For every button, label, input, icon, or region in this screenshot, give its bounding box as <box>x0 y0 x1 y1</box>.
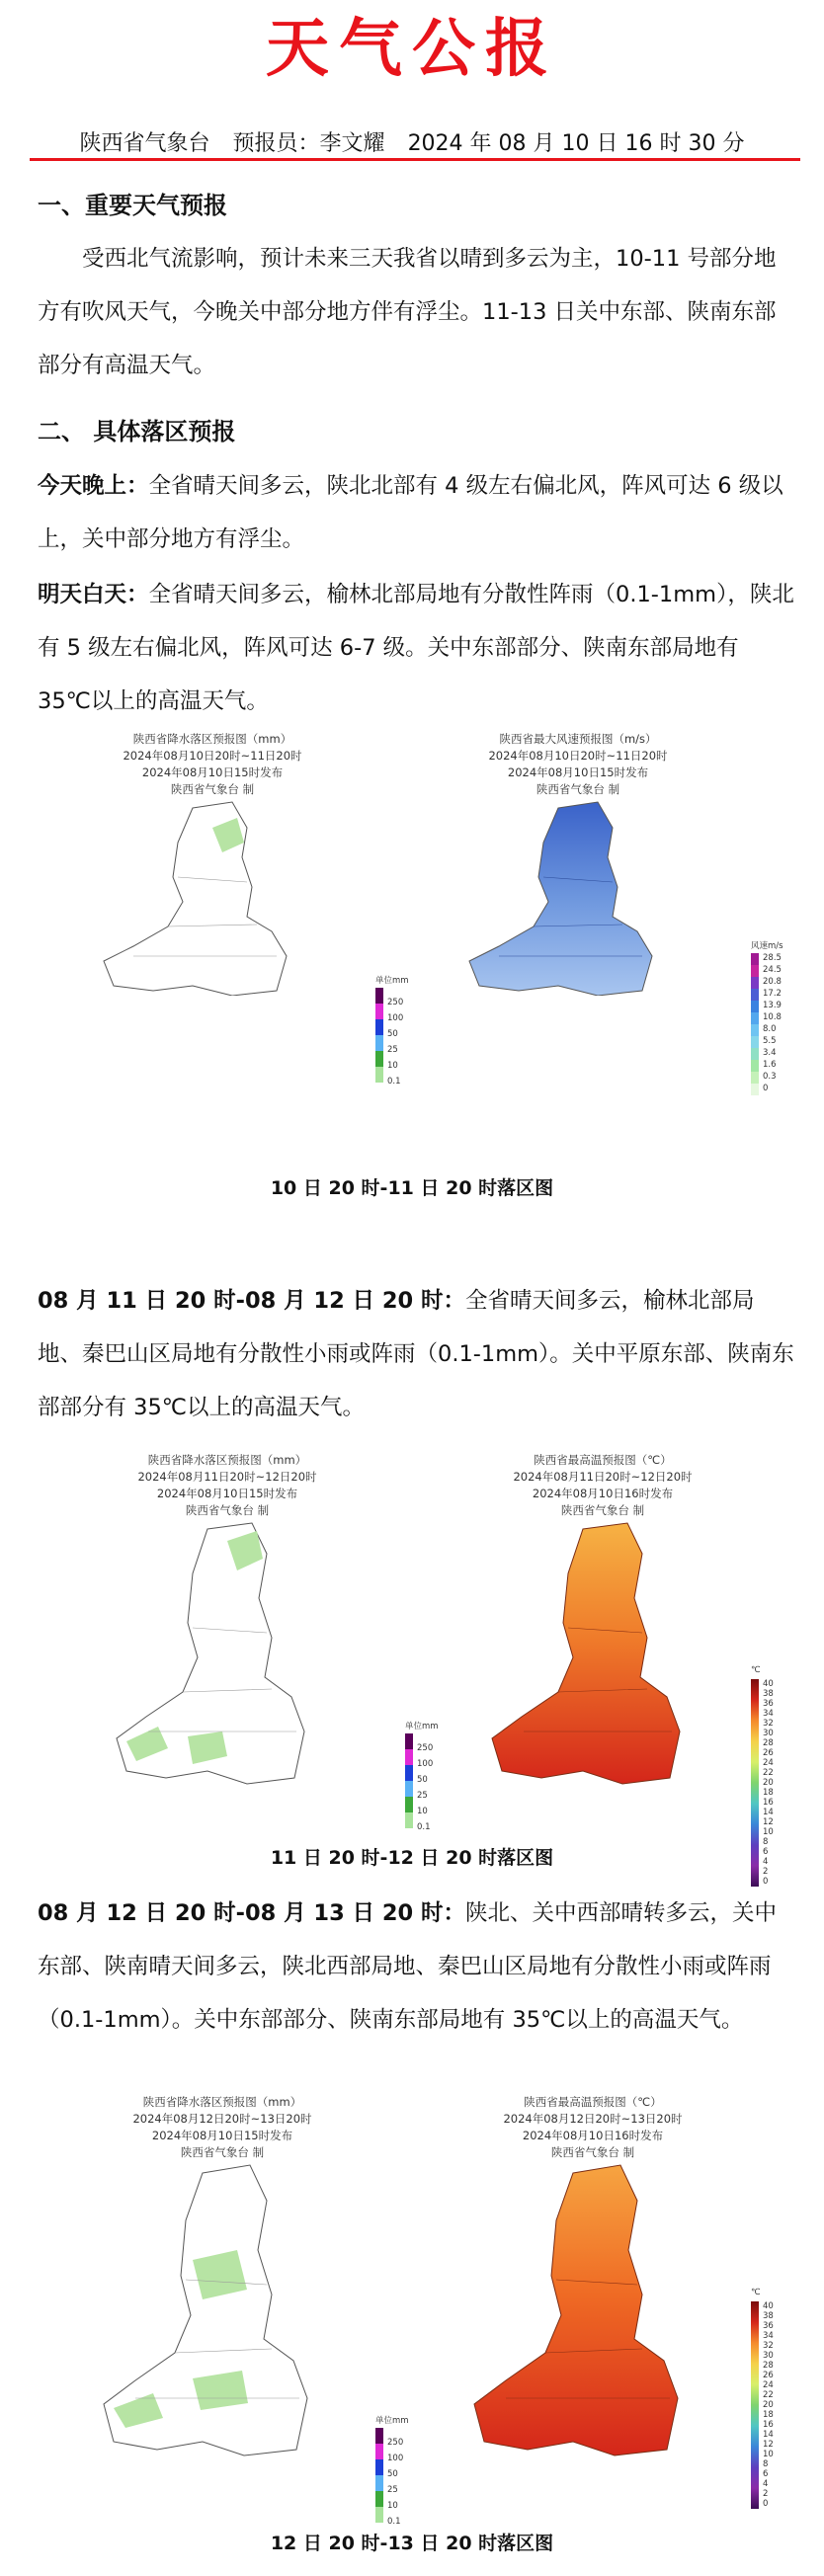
header-divider <box>30 158 800 161</box>
legend-label: 18 <box>763 1788 774 1798</box>
temp-color-bar <box>751 2301 759 2509</box>
map-period: 2024年08月12日20时~13日20时 <box>132 2112 312 2126</box>
legend-swatch <box>375 1067 383 1083</box>
map-period: 2024年08月11日20时~12日20时 <box>513 1470 693 1484</box>
legend-label: 20 <box>763 1778 774 1788</box>
legend-label: 4 <box>763 2479 769 2489</box>
map-title: 陕西省降水落区预报图（mm） <box>142 2095 302 2109</box>
legend-label: 10 <box>763 2450 774 2459</box>
summary-paragraph: 受西北气流影响，预计未来三天我省以晴到多云为主，10-11 号部分地方有吹风天气，今晚关中部分地方伴有浮尘。11-13 日关中东部、陕南东部部分有高温天气。 <box>38 246 777 378</box>
legend-label: 14 <box>763 2430 774 2440</box>
legend-label: 12 <box>763 1817 774 1827</box>
map-title: 陕西省最大风速预报图（m/s） <box>499 732 657 746</box>
legend-label: 12 <box>763 2440 774 2450</box>
tonight-text: 全省晴天间多云，陕北北部有 4 级左右偏北风，阵风可达 6 级以上，关中部分地方有浮尘。 <box>38 473 783 552</box>
legend-label: 28 <box>763 2361 774 2371</box>
rain-legend-1 <box>375 976 409 1087</box>
legend-label: 20.8 <box>763 977 782 987</box>
map-title: 陕西省降水落区预报图（mm） <box>132 732 292 746</box>
map-issued: 2024年08月10日16时发布 <box>522 2129 664 2142</box>
legend-label: 30 <box>763 2351 774 2361</box>
map-issued: 2024年08月10日15时发布 <box>141 765 284 779</box>
shaanxi-rain-map <box>74 2161 371 2457</box>
day12-forecast <box>38 1274 798 1434</box>
forecaster: 预报员：李文耀 <box>232 131 385 156</box>
legend-unit: 风速m/s <box>751 941 783 951</box>
legend-label: 40 <box>763 1679 774 1689</box>
bulletin-title: 天气公报 <box>266 12 558 86</box>
legend-label: 32 <box>763 1719 774 1729</box>
map-issued: 2024年08月10日15时发布 <box>156 1487 298 1500</box>
rain-map-3 <box>74 2094 371 2351</box>
legend-label: 34 <box>763 1709 774 1719</box>
legend-label: 10 <box>763 1827 774 1837</box>
legend-label: 40 <box>763 2301 774 2311</box>
day13-forecast <box>38 1887 798 2047</box>
legend-label: 38 <box>763 1689 774 1699</box>
legend-label: 8.0 <box>763 1024 777 1034</box>
legend-label: 28.5 <box>763 953 782 963</box>
legend-label: 0 <box>763 2499 769 2509</box>
legend-label: 2 <box>763 1867 769 1877</box>
legend-label: 26 <box>763 2371 774 2380</box>
legend-unit: ℃ <box>751 2288 761 2297</box>
legend-label: 10 <box>417 1807 428 1816</box>
map-period: 2024年08月11日20时~12日20时 <box>137 1470 317 1484</box>
legend-label: 0.1 <box>387 1077 401 1087</box>
legend-label: 24 <box>763 2380 774 2390</box>
legend-unit: 单位mm <box>375 976 409 986</box>
legend-label: 0.1 <box>417 1822 431 1832</box>
map-issued: 2024年08月10日15时发布 <box>151 2129 293 2142</box>
legend-label: 32 <box>763 2341 774 2351</box>
issue-datetime: 2024 年 08 月 10 日 16 时 30 分 <box>407 131 745 156</box>
tomorrow-text: 全省晴天间多云，榆林北部局地有分散性阵雨（0.1-1mm），陕北有 5 级左右偏北风，阵风可达 6-7 级。关中东部部分、陕南东部局地有 35℃以上的高温天气。 <box>38 582 794 714</box>
tomorrow-label: 明天白天： <box>38 582 149 607</box>
legend-label: 24.5 <box>763 965 782 975</box>
legend-swatch <box>375 1019 383 1035</box>
legend-label: 26 <box>763 1748 774 1758</box>
legend-label: 18 <box>763 2410 774 2420</box>
legend-label: 16 <box>763 1798 774 1808</box>
legend-label: 1.6 <box>763 1060 777 1070</box>
map-issued: 2024年08月10日16时发布 <box>532 1487 674 1500</box>
legend-label: 20 <box>763 2400 774 2410</box>
shaanxi-rain-map <box>89 1519 366 1786</box>
map-title: 陕西省降水落区预报图（mm） <box>147 1453 307 1467</box>
legend-label: 28 <box>763 1738 774 1748</box>
map-period: 2024年08月10日20时~11日20时 <box>488 749 668 763</box>
map-caption-1: 10 日 20 时-11 日 20 时落区图 <box>270 1177 554 1199</box>
legend-label: 36 <box>763 1699 774 1709</box>
tonight-forecast <box>38 459 798 566</box>
tomorrow-forecast <box>38 568 798 728</box>
map-caption-3: 12 日 20 时-13 日 20 时落区图 <box>270 2533 554 2554</box>
legend-label: 10 <box>387 2501 398 2511</box>
legend-label: 25 <box>387 2485 398 2495</box>
map-issued: 2024年08月10日15时发布 <box>507 765 649 779</box>
map-period: 2024年08月12日20时~13日20时 <box>503 2112 683 2126</box>
legend-label: 100 <box>387 1013 404 1023</box>
legend-label: 6 <box>763 2469 769 2479</box>
rain-map-1 <box>74 731 351 988</box>
legend-swatch <box>375 988 383 1004</box>
legend-label: 34 <box>763 2331 774 2341</box>
legend-swatch <box>375 1051 383 1067</box>
wind-legend <box>751 941 783 1095</box>
day12-text: 全省晴天间多云，榆林北部局地、秦巴山区局地有分散性小雨或阵雨（0.1-1mm）。关中平原东部、陕南东部部分有 35℃以上的高温天气。 <box>38 1288 794 1420</box>
masthead <box>0 0 824 109</box>
legend-label: 30 <box>763 1729 774 1738</box>
shaanxi-wind-map <box>440 798 716 996</box>
legend-label: 250 <box>387 2438 404 2448</box>
map-maker: 陕西省气象台 制 <box>536 782 620 796</box>
legend-label: 16 <box>763 2420 774 2430</box>
legend-label: 38 <box>763 2311 774 2321</box>
legend-label: 250 <box>387 998 404 1007</box>
legend-swatch <box>375 1035 383 1051</box>
legend-label: 250 <box>417 1743 434 1753</box>
info-line <box>0 126 824 157</box>
legend-label: 6 <box>763 1847 769 1857</box>
legend-label: 24 <box>763 1758 774 1768</box>
day13-text: 陕北、关中西部晴转多云，关中东部、陕南晴天间多云，陕北西部局地、秦巴山区局地有分散性小雨或阵雨（0.1-1mm）。关中东部部分、陕南东部局地有 35℃以上的高温天气。 <box>38 1900 778 2033</box>
legend-label: 100 <box>387 2454 404 2463</box>
legend-label: 0 <box>763 1084 769 1093</box>
rain-map-2 <box>89 1452 366 1709</box>
temp-map-3 <box>445 2094 741 2351</box>
legend-label: 25 <box>417 1791 428 1801</box>
temp-map-2 <box>464 1452 741 1709</box>
legend-label: 8 <box>763 1837 769 1847</box>
map-maker: 陕西省气象台 制 <box>170 782 255 796</box>
rain-legend-3 <box>375 2416 409 2527</box>
legend-label: 8 <box>763 2459 769 2469</box>
legend-label: 0.3 <box>763 1072 777 1082</box>
legend-label: 10.8 <box>763 1012 782 1022</box>
section-heading-2: 二、 具体落区预报 <box>38 418 236 445</box>
legend-label: 36 <box>763 2321 774 2331</box>
rain-legend-2 <box>405 1722 439 1832</box>
legend-label: 0.1 <box>387 2517 401 2527</box>
map-caption-2: 11 日 20 时-12 日 20 时落区图 <box>270 1847 554 1869</box>
legend-label: 2 <box>763 2489 769 2499</box>
day12-label: 08 月 11 日 20 时-08 月 12 日 20 时： <box>38 1288 466 1314</box>
shaanxi-rain-map <box>74 798 351 996</box>
map-maker: 陕西省气象台 制 <box>180 2145 265 2159</box>
wind-map-1 <box>440 731 716 988</box>
legend-label: 4 <box>763 1857 769 1867</box>
map-maker: 陕西省气象台 制 <box>560 1503 645 1517</box>
legend-label: 25 <box>387 1045 398 1055</box>
legend-label: 22 <box>763 1768 774 1778</box>
legend-unit: 单位mm <box>375 2416 409 2426</box>
legend-swatch <box>375 1004 383 1019</box>
legend-label: 10 <box>387 1061 398 1071</box>
shaanxi-temperature-map <box>464 1519 741 1786</box>
legend-unit: 单位mm <box>405 1722 439 1731</box>
legend-unit: ℃ <box>751 1665 761 1675</box>
map-maker: 陕西省气象台 制 <box>185 1503 270 1517</box>
legend-label: 50 <box>417 1775 428 1785</box>
legend-label: 3.4 <box>763 1048 777 1058</box>
legend-label: 0 <box>763 1877 769 1887</box>
legend-label: 22 <box>763 2390 774 2400</box>
legend-label: 5.5 <box>763 1036 777 1046</box>
shaanxi-temperature-map <box>445 2161 741 2457</box>
map-title: 陕西省最高温预报图（℃） <box>524 2095 662 2109</box>
map-maker: 陕西省气象台 制 <box>550 2145 635 2159</box>
temp-legend-3 <box>751 2288 774 2509</box>
section-heading-1: 一、重要天气预报 <box>38 192 227 219</box>
day13-label: 08 月 12 日 20 时-08 月 13 日 20 时： <box>38 1900 466 1926</box>
legend-label: 100 <box>417 1759 434 1769</box>
legend-label: 13.9 <box>763 1001 782 1010</box>
map-title: 陕西省最高温预报图（℃） <box>534 1453 672 1467</box>
legend-label: 50 <box>387 2469 398 2479</box>
tonight-label: 今天晚上： <box>38 473 149 499</box>
legend-label: 17.2 <box>763 989 782 999</box>
legend-label: 14 <box>763 1808 774 1817</box>
legend-label: 50 <box>387 1029 398 1039</box>
map-period: 2024年08月10日20时~11日20时 <box>123 749 302 763</box>
agency: 陕西省气象台 <box>79 131 210 156</box>
